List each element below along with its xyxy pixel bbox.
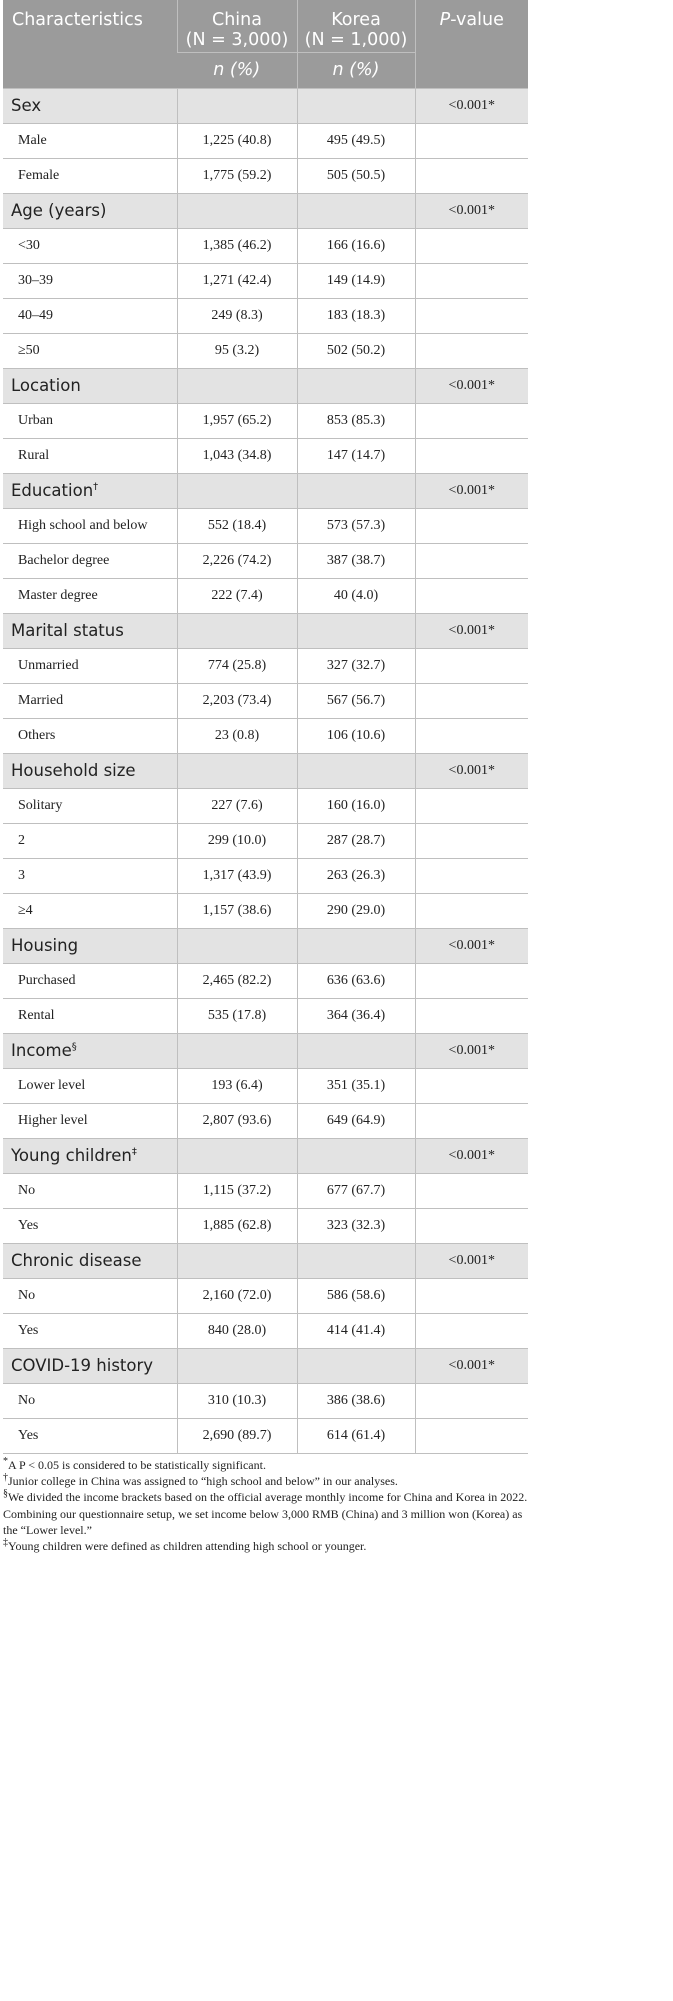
row-p-cell: [415, 893, 528, 928]
table-row: [3, 1068, 528, 1103]
footnote-mark: §: [3, 1488, 8, 1500]
footnotes: [3, 1457, 528, 1554]
row-label: High school and below: [3, 508, 177, 543]
china-value: 227 (7.6): [177, 788, 297, 823]
section-label: Chronic disease: [11, 1251, 142, 1270]
korea-value: 287 (28.7): [297, 823, 415, 858]
china-value: 1,775 (59.2): [177, 158, 297, 193]
row-label: Others: [3, 718, 177, 753]
row-p-cell: [415, 123, 528, 158]
china-value: 2,807 (93.6): [177, 1103, 297, 1138]
china-value: 1,385 (46.2): [177, 228, 297, 263]
row-p-cell: [415, 1313, 528, 1348]
section-name: [3, 1033, 177, 1068]
table-row: [3, 123, 528, 158]
section-label: Age (years): [11, 201, 107, 220]
row-label: Yes: [3, 1208, 177, 1243]
section-row: [3, 753, 528, 788]
section-name: [3, 368, 177, 403]
korea-value: 40 (4.0): [297, 578, 415, 613]
section-korea-cell: [297, 88, 415, 123]
row-label: No: [3, 1383, 177, 1418]
korea-value: 387 (38.7): [297, 543, 415, 578]
characteristics-table: [3, 0, 528, 1454]
table-row: [3, 1383, 528, 1418]
korea-value: 505 (50.5): [297, 158, 415, 193]
row-label: Unmarried: [3, 648, 177, 683]
china-value: 249 (8.3): [177, 298, 297, 333]
section-label: COVID-19 history: [11, 1356, 154, 1375]
section-row: [3, 473, 528, 508]
footnote-mark: †: [3, 1472, 8, 1484]
table-row: [3, 333, 528, 368]
header-korea-label: Korea: [331, 10, 381, 30]
section-name: [3, 613, 177, 648]
korea-value: 414 (41.4): [297, 1313, 415, 1348]
header-characteristics: Characteristics: [3, 0, 177, 88]
footnote-mark: ‡: [131, 1146, 137, 1158]
korea-value: 183 (18.3): [297, 298, 415, 333]
section-korea-cell: [297, 193, 415, 228]
section-p-value: <0.001*: [415, 928, 528, 963]
table-row: [3, 1278, 528, 1313]
section-label: Marital status: [11, 621, 124, 640]
table-row: [3, 893, 528, 928]
korea-value: 351 (35.1): [297, 1068, 415, 1103]
row-p-cell: [415, 333, 528, 368]
section-name: [3, 1243, 177, 1278]
section-china-cell: [177, 1348, 297, 1383]
row-p-cell: [415, 1173, 528, 1208]
row-p-cell: [415, 858, 528, 893]
table-row: [3, 683, 528, 718]
header-pvalue-p: P: [439, 10, 451, 30]
footnote-mark: §: [71, 1041, 77, 1053]
section-korea-cell: [297, 753, 415, 788]
row-p-cell: [415, 403, 528, 438]
china-value: 1,271 (42.4): [177, 263, 297, 298]
footnote: [3, 1457, 528, 1473]
korea-value: 649 (64.9): [297, 1103, 415, 1138]
korea-value: 614 (61.4): [297, 1418, 415, 1453]
section-korea-cell: [297, 1243, 415, 1278]
section-p-value: <0.001*: [415, 193, 528, 228]
section-china-cell: [177, 1138, 297, 1173]
korea-value: 290 (29.0): [297, 893, 415, 928]
china-value: 552 (18.4): [177, 508, 297, 543]
section-china-cell: [177, 88, 297, 123]
table-row: [3, 298, 528, 333]
row-label: Master degree: [3, 578, 177, 613]
china-value: 535 (17.8): [177, 998, 297, 1033]
china-value: 1,885 (62.8): [177, 1208, 297, 1243]
row-p-cell: [415, 1068, 528, 1103]
section-name: [3, 88, 177, 123]
header-china-n-pct: n (%): [177, 52, 297, 88]
table-row: [3, 158, 528, 193]
table-row: [3, 578, 528, 613]
row-p-cell: [415, 788, 528, 823]
section-p-value: <0.001*: [415, 753, 528, 788]
row-label: 3: [3, 858, 177, 893]
korea-value: 106 (10.6): [297, 718, 415, 753]
china-value: 1,115 (37.2): [177, 1173, 297, 1208]
section-china-cell: [177, 613, 297, 648]
section-name: [3, 1348, 177, 1383]
china-value: 1,957 (65.2): [177, 403, 297, 438]
table-row: [3, 228, 528, 263]
footnote-text: We divided the income brackets based on the official average monthly income for China and Korea in 2022. Combining our questionnaire setup, we set income below 3,000 RMB (China) and 3 million won (Korea) as the “Lower level.”: [3, 1490, 528, 1537]
table-row: [3, 1313, 528, 1348]
section-korea-cell: [297, 928, 415, 963]
table-row: [3, 648, 528, 683]
section-name: [3, 1138, 177, 1173]
section-korea-cell: [297, 613, 415, 648]
section-name: [3, 753, 177, 788]
korea-value: 853 (85.3): [297, 403, 415, 438]
table-row: [3, 1418, 528, 1453]
china-value: 2,465 (82.2): [177, 963, 297, 998]
china-value: 840 (28.0): [177, 1313, 297, 1348]
row-label: Male: [3, 123, 177, 158]
table-row: [3, 1208, 528, 1243]
footnote: [3, 1489, 528, 1538]
footnote-text: Junior college in China was assigned to “high school and below” in our analyses.: [8, 1474, 398, 1489]
row-label: Rental: [3, 998, 177, 1033]
korea-value: 327 (32.7): [297, 648, 415, 683]
table-row: [3, 998, 528, 1033]
footnote: [3, 1538, 528, 1554]
china-value: 2,160 (72.0): [177, 1278, 297, 1313]
table-row: [3, 508, 528, 543]
row-label: Female: [3, 158, 177, 193]
footnote: [3, 1473, 528, 1489]
section-p-value: <0.001*: [415, 88, 528, 123]
china-value: 23 (0.8): [177, 718, 297, 753]
section-p-value: <0.001*: [415, 1348, 528, 1383]
korea-value: 636 (63.6): [297, 963, 415, 998]
header-korea-n: (N = 1,000): [304, 30, 408, 50]
row-label: No: [3, 1278, 177, 1313]
row-label: Urban: [3, 403, 177, 438]
china-value: 1,317 (43.9): [177, 858, 297, 893]
row-label: Married: [3, 683, 177, 718]
row-p-cell: [415, 1208, 528, 1243]
section-china-cell: [177, 753, 297, 788]
section-row: [3, 928, 528, 963]
korea-value: 149 (14.9): [297, 263, 415, 298]
china-value: 193 (6.4): [177, 1068, 297, 1103]
row-label: Solitary: [3, 788, 177, 823]
korea-value: 567 (56.7): [297, 683, 415, 718]
section-p-value: <0.001*: [415, 1138, 528, 1173]
row-label: ≥50: [3, 333, 177, 368]
section-china-cell: [177, 368, 297, 403]
china-value: 2,690 (89.7): [177, 1418, 297, 1453]
section-row: [3, 1138, 528, 1173]
header-korea: [297, 0, 415, 52]
row-label: Yes: [3, 1313, 177, 1348]
section-p-value: <0.001*: [415, 1243, 528, 1278]
korea-value: 364 (36.4): [297, 998, 415, 1033]
row-p-cell: [415, 683, 528, 718]
korea-value: 160 (16.0): [297, 788, 415, 823]
row-p-cell: [415, 823, 528, 858]
row-label: Purchased: [3, 963, 177, 998]
row-label: ≥4: [3, 893, 177, 928]
row-label: 2: [3, 823, 177, 858]
korea-value: 166 (16.6): [297, 228, 415, 263]
section-row: [3, 1243, 528, 1278]
footnote-mark: †: [93, 481, 99, 493]
table-body: [3, 88, 528, 1453]
row-p-cell: [415, 438, 528, 473]
section-name: [3, 193, 177, 228]
section-row: [3, 368, 528, 403]
korea-value: 323 (32.3): [297, 1208, 415, 1243]
row-p-cell: [415, 1278, 528, 1313]
table-row: [3, 823, 528, 858]
footnote-mark: ‡: [3, 1537, 8, 1549]
row-label: No: [3, 1173, 177, 1208]
section-korea-cell: [297, 1348, 415, 1383]
section-label: Education: [11, 481, 94, 500]
china-value: 299 (10.0): [177, 823, 297, 858]
row-p-cell: [415, 158, 528, 193]
row-label: Yes: [3, 1418, 177, 1453]
table-row: [3, 403, 528, 438]
row-label: 40–49: [3, 298, 177, 333]
row-p-cell: [415, 228, 528, 263]
china-value: 774 (25.8): [177, 648, 297, 683]
china-value: 222 (7.4): [177, 578, 297, 613]
table-row: [3, 438, 528, 473]
china-value: 1,225 (40.8): [177, 123, 297, 158]
row-p-cell: [415, 298, 528, 333]
footnote-text: A P < 0.05 is considered to be statistically significant.: [8, 1458, 266, 1472]
china-value: 310 (10.3): [177, 1383, 297, 1418]
header-china-label: China: [212, 10, 262, 30]
table-row: [3, 718, 528, 753]
table-row: [3, 263, 528, 298]
header-china-n: (N = 3,000): [185, 30, 289, 50]
row-label: 30–39: [3, 263, 177, 298]
row-p-cell: [415, 998, 528, 1033]
korea-value: 586 (58.6): [297, 1278, 415, 1313]
table-row: [3, 858, 528, 893]
row-p-cell: [415, 963, 528, 998]
section-row: [3, 193, 528, 228]
china-value: 2,226 (74.2): [177, 543, 297, 578]
china-value: 1,043 (34.8): [177, 438, 297, 473]
row-p-cell: [415, 1103, 528, 1138]
section-name: [3, 473, 177, 508]
section-p-value: <0.001*: [415, 613, 528, 648]
section-label: Sex: [11, 96, 42, 115]
header-pvalue: [415, 0, 528, 88]
section-china-cell: [177, 928, 297, 963]
korea-value: 573 (57.3): [297, 508, 415, 543]
section-label: Young children: [11, 1146, 132, 1165]
footnote-mark: *: [3, 1456, 8, 1467]
section-row: [3, 1348, 528, 1383]
china-value: 95 (3.2): [177, 333, 297, 368]
row-p-cell: [415, 1418, 528, 1453]
section-china-cell: [177, 1243, 297, 1278]
section-china-cell: [177, 1033, 297, 1068]
row-label: Bachelor degree: [3, 543, 177, 578]
section-row: [3, 88, 528, 123]
korea-value: 147 (14.7): [297, 438, 415, 473]
header-korea-n-pct: n (%): [297, 52, 415, 88]
header-pvalue-rest: -value: [450, 10, 504, 30]
table-row: [3, 788, 528, 823]
table-row: [3, 1173, 528, 1208]
section-korea-cell: [297, 1033, 415, 1068]
korea-value: 386 (38.6): [297, 1383, 415, 1418]
section-name: [3, 928, 177, 963]
section-row: [3, 1033, 528, 1068]
table-header: [3, 0, 528, 88]
row-label: Higher level: [3, 1103, 177, 1138]
table-row: [3, 1103, 528, 1138]
korea-value: 495 (49.5): [297, 123, 415, 158]
korea-value: 263 (26.3): [297, 858, 415, 893]
row-p-cell: [415, 263, 528, 298]
china-value: 1,157 (38.6): [177, 893, 297, 928]
section-korea-cell: [297, 473, 415, 508]
korea-value: 502 (50.2): [297, 333, 415, 368]
row-p-cell: [415, 648, 528, 683]
section-korea-cell: [297, 368, 415, 403]
section-label: Housing: [11, 936, 79, 955]
row-p-cell: [415, 1383, 528, 1418]
section-p-value: <0.001*: [415, 1033, 528, 1068]
china-value: 2,203 (73.4): [177, 683, 297, 718]
header-china: [177, 0, 297, 52]
row-p-cell: [415, 508, 528, 543]
section-p-value: <0.001*: [415, 473, 528, 508]
section-label: Income: [11, 1041, 72, 1060]
section-label: Location: [11, 376, 81, 395]
footnote-text: Young children were defined as children attending high school or younger.: [8, 1539, 367, 1554]
row-label: <30: [3, 228, 177, 263]
row-label: Rural: [3, 438, 177, 473]
row-label: Lower level: [3, 1068, 177, 1103]
section-china-cell: [177, 193, 297, 228]
characteristics-table-container: [3, 0, 528, 1454]
section-p-value: <0.001*: [415, 368, 528, 403]
row-p-cell: [415, 718, 528, 753]
section-row: [3, 613, 528, 648]
table-row: [3, 963, 528, 998]
row-p-cell: [415, 578, 528, 613]
section-china-cell: [177, 473, 297, 508]
korea-value: 677 (67.7): [297, 1173, 415, 1208]
section-korea-cell: [297, 1138, 415, 1173]
row-p-cell: [415, 543, 528, 578]
section-label: Household size: [11, 761, 136, 780]
table-row: [3, 543, 528, 578]
